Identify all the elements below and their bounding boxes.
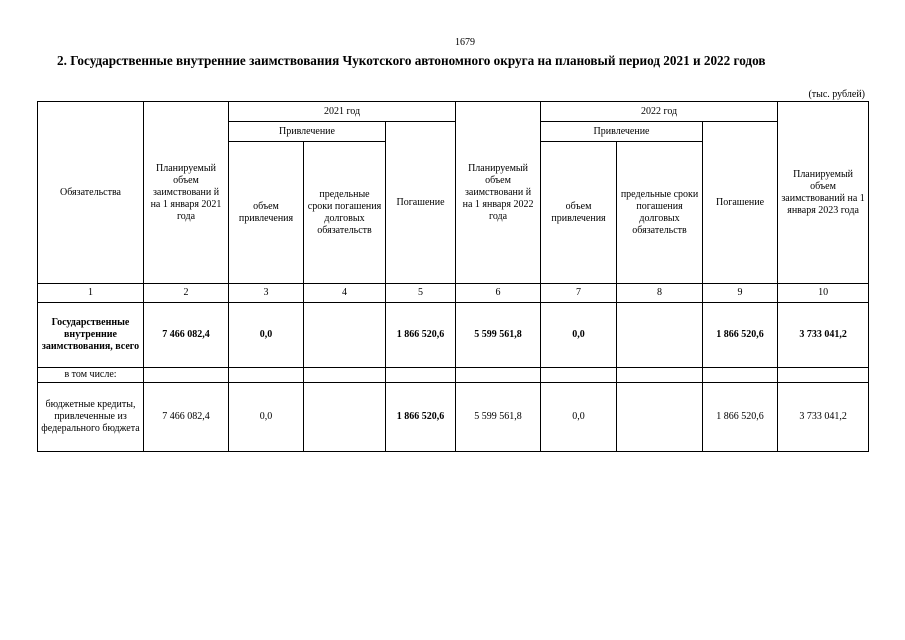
column-number: 9: [703, 284, 778, 303]
table-cell: [386, 368, 456, 383]
row-label: Государственные внутренние заимствования, всего: [38, 303, 144, 368]
cell-terms-2022: [617, 383, 703, 452]
cell-volume-2022: 0,0: [541, 383, 617, 452]
cell-terms-2021: [304, 383, 386, 452]
column-number: 3: [229, 284, 304, 303]
column-number: 10: [778, 284, 869, 303]
column-numbers-row: [38, 284, 869, 303]
table-row-budget-credits: [38, 383, 869, 452]
header-planned-2022: Планируемый объем заимствовани й на 1 января 2022 года: [456, 102, 541, 284]
cell-repayment-2022: 1 866 520,6: [703, 383, 778, 452]
document-title: 2. Государственные внутренние заимствования Чукотского автономного округа на плановый период 2021 и 2022 годов: [57, 53, 766, 68]
table-cell: [144, 368, 229, 383]
borrowings-table: [37, 101, 869, 452]
header-year-2022: 2022 год: [541, 102, 778, 122]
table-cell: [617, 368, 703, 383]
column-number: 8: [617, 284, 703, 303]
cell-volume-2021: 0,0: [229, 383, 304, 452]
table-row-total: [38, 303, 869, 368]
header-obligations: Обязательства: [38, 102, 144, 284]
table-row-including: [38, 368, 869, 383]
row-label: бюджетные кредиты, привлеченные из федерального бюджета: [38, 383, 144, 452]
header-volume-2022: объем привлечения: [541, 142, 617, 284]
cell-planned-2021: 7 466 082,4: [144, 383, 229, 452]
cell-repayment-2021: 1 866 520,6: [386, 303, 456, 368]
table-cell: [703, 368, 778, 383]
column-number: 4: [304, 284, 386, 303]
cell-planned-2021: 7 466 082,4: [144, 303, 229, 368]
header-repayment-2022: Погашение: [703, 122, 778, 284]
header-year-2021: 2021 год: [229, 102, 456, 122]
cell-planned-2022: 5 599 561,8: [456, 383, 541, 452]
cell-terms-2022: [617, 303, 703, 368]
table-cell: [456, 368, 541, 383]
page-number: 1679: [455, 37, 475, 48]
cell-repayment-2021: 1 866 520,6: [386, 383, 456, 452]
cell-volume-2021: 0,0: [229, 303, 304, 368]
header-volume-2021: объем привлечения: [229, 142, 304, 284]
column-number: 7: [541, 284, 617, 303]
cell-volume-2022: 0,0: [541, 303, 617, 368]
units-note: (тыс. рублей): [808, 89, 865, 100]
header-row-years: [38, 102, 869, 122]
table-cell: [229, 368, 304, 383]
column-number: 1: [38, 284, 144, 303]
header-repayment-2021: Погашение: [386, 122, 456, 284]
header-terms-2022: предельные сроки погашения долговых обязательств: [617, 142, 703, 284]
table-cell: [541, 368, 617, 383]
header-planned-2021: Планируемый объем заимствовани й на 1 января 2021 года: [144, 102, 229, 284]
row-label: в том числе:: [38, 368, 144, 383]
table-cell: [304, 368, 386, 383]
cell-planned-2022: 5 599 561,8: [456, 303, 541, 368]
header-planned-2023: Планируемый объем заимствований на 1 января 2023 года: [778, 102, 869, 284]
column-number: 5: [386, 284, 456, 303]
cell-terms-2021: [304, 303, 386, 368]
header-attraction-2022: Привлечение: [541, 122, 703, 142]
table-cell: [778, 368, 869, 383]
column-number: 6: [456, 284, 541, 303]
column-number: 2: [144, 284, 229, 303]
cell-repayment-2022: 1 866 520,6: [703, 303, 778, 368]
cell-planned-2023: 3 733 041,2: [778, 303, 869, 368]
header-attraction-2021: Привлечение: [229, 122, 386, 142]
header-terms-2021: предельные сроки погашения долговых обязательств: [304, 142, 386, 284]
cell-planned-2023: 3 733 041,2: [778, 383, 869, 452]
